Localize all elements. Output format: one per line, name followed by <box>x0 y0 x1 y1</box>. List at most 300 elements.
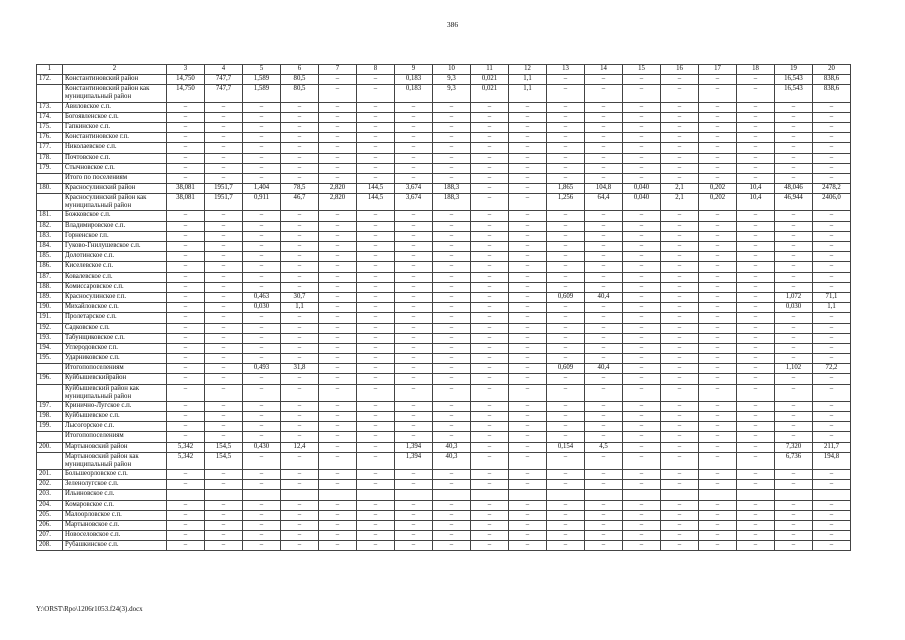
column-header: 6 <box>281 65 319 75</box>
cell-value: – <box>737 480 775 490</box>
cell-value: – <box>547 313 585 323</box>
row-name: Зеленолугское с.п. <box>63 480 167 490</box>
row-name: Красносулинский район <box>63 184 167 194</box>
cell-value: – <box>243 520 281 530</box>
cell-value: – <box>547 153 585 163</box>
row-name: Пролетарское с.п. <box>63 313 167 323</box>
cell-value: – <box>395 333 433 343</box>
cell-value: – <box>471 272 509 282</box>
cell-value: – <box>813 262 851 272</box>
cell-value: – <box>167 354 205 364</box>
cell-value: – <box>395 480 433 490</box>
cell-value: – <box>737 85 775 102</box>
cell-value: – <box>319 122 357 132</box>
cell-value: – <box>471 194 509 211</box>
cell-value: 16,543 <box>775 75 813 85</box>
cell-value: 1,1 <box>813 303 851 313</box>
cell-value: – <box>433 520 471 530</box>
cell-value: – <box>205 163 243 173</box>
cell-value: – <box>167 541 205 551</box>
cell-value: – <box>547 343 585 353</box>
cell-value: – <box>661 242 699 252</box>
cell-value: – <box>319 531 357 541</box>
cell-value: – <box>737 500 775 510</box>
cell-value: – <box>585 541 623 551</box>
cell-value: – <box>699 163 737 173</box>
cell-value: – <box>243 143 281 153</box>
cell-value: 0,154 <box>547 442 585 452</box>
cell-value <box>509 490 547 500</box>
cell-value: – <box>547 384 585 401</box>
table-row <box>37 432 851 442</box>
cell-value: – <box>813 282 851 292</box>
cell-value: – <box>357 520 395 530</box>
cell-value: – <box>585 143 623 153</box>
cell-value: – <box>699 422 737 432</box>
cell-value: – <box>699 452 737 469</box>
cell-value: – <box>205 500 243 510</box>
cell-value: – <box>547 520 585 530</box>
cell-value: – <box>205 303 243 313</box>
cell-value: 0,202 <box>699 184 737 194</box>
cell-value: – <box>243 282 281 292</box>
table-row <box>37 163 851 173</box>
cell-value: – <box>205 531 243 541</box>
cell-value: – <box>357 313 395 323</box>
cell-value: – <box>395 102 433 112</box>
row-name: Горненское г.п. <box>63 231 167 241</box>
cell-value: 30,7 <box>281 292 319 302</box>
cell-value: – <box>471 500 509 510</box>
row-number: 194. <box>37 343 63 353</box>
cell-value: – <box>357 221 395 231</box>
cell-value: – <box>775 221 813 231</box>
cell-value: – <box>433 282 471 292</box>
cell-value: – <box>509 364 547 374</box>
row-number: 191. <box>37 313 63 323</box>
cell-value: – <box>243 262 281 272</box>
row-number: 198. <box>37 412 63 422</box>
cell-value: – <box>547 422 585 432</box>
cell-value: – <box>281 422 319 432</box>
cell-value: – <box>623 480 661 490</box>
cell-value: – <box>243 242 281 252</box>
cell-value: – <box>395 384 433 401</box>
cell-value: – <box>699 531 737 541</box>
cell-value: – <box>357 163 395 173</box>
row-number: 176. <box>37 133 63 143</box>
cell-value: – <box>167 303 205 313</box>
cell-value: – <box>509 452 547 469</box>
cell-value: – <box>471 282 509 292</box>
cell-value: – <box>775 173 813 183</box>
cell-value: – <box>661 303 699 313</box>
cell-value: – <box>661 211 699 221</box>
row-name: Долотинское с.п. <box>63 252 167 262</box>
column-header: 20 <box>813 65 851 75</box>
cell-value: – <box>243 412 281 422</box>
table-row <box>37 531 851 541</box>
cell-value: – <box>547 112 585 122</box>
cell-value: – <box>357 133 395 143</box>
row-number: 203. <box>37 490 63 500</box>
cell-value: – <box>775 323 813 333</box>
cell-value: – <box>813 252 851 262</box>
cell-value: – <box>661 252 699 262</box>
cell-value: – <box>509 252 547 262</box>
cell-value: – <box>585 480 623 490</box>
cell-value: – <box>433 343 471 353</box>
cell-value: – <box>623 343 661 353</box>
cell-value: – <box>167 122 205 132</box>
cell-value: – <box>585 333 623 343</box>
cell-value: – <box>509 242 547 252</box>
cell-value: – <box>737 520 775 530</box>
cell-value: – <box>547 143 585 153</box>
row-name: Красносулинский район как муниципальный район <box>63 194 167 211</box>
cell-value: – <box>623 500 661 510</box>
cell-value <box>699 490 737 500</box>
cell-value: – <box>547 262 585 272</box>
row-number: 184. <box>37 242 63 252</box>
cell-value: – <box>699 500 737 510</box>
table-row <box>37 374 851 384</box>
cell-value: – <box>205 112 243 122</box>
cell-value: – <box>281 173 319 183</box>
row-name: Куйбышевское с.п. <box>63 412 167 422</box>
cell-value: – <box>661 143 699 153</box>
cell-value: – <box>319 242 357 252</box>
cell-value: 46,7 <box>281 194 319 211</box>
cell-value: – <box>737 272 775 282</box>
cell-value: – <box>357 333 395 343</box>
row-name: Михайловское с.п. <box>63 303 167 313</box>
cell-value: – <box>205 541 243 551</box>
cell-value: – <box>433 102 471 112</box>
cell-value: – <box>737 221 775 231</box>
cell-value: – <box>395 401 433 411</box>
cell-value: – <box>433 510 471 520</box>
cell-value: 5,342 <box>167 442 205 452</box>
cell-value: – <box>471 480 509 490</box>
cell-value: – <box>319 221 357 231</box>
cell-value: – <box>471 143 509 153</box>
cell-value: – <box>281 531 319 541</box>
cell-value: – <box>699 364 737 374</box>
cell-value: – <box>471 173 509 183</box>
cell-value: – <box>167 102 205 112</box>
cell-value: – <box>585 221 623 231</box>
cell-value: – <box>509 282 547 292</box>
cell-value: – <box>737 442 775 452</box>
row-number <box>37 85 63 102</box>
cell-value: 40,4 <box>585 292 623 302</box>
cell-value: – <box>547 531 585 541</box>
row-number: 174. <box>37 112 63 122</box>
cell-value: – <box>471 221 509 231</box>
cell-value: – <box>205 313 243 323</box>
table-row <box>37 292 851 302</box>
cell-value: – <box>205 364 243 374</box>
cell-value: – <box>737 133 775 143</box>
cell-value: – <box>623 231 661 241</box>
cell-value: – <box>509 412 547 422</box>
cell-value: – <box>471 323 509 333</box>
cell-value: – <box>661 323 699 333</box>
cell-value: – <box>357 354 395 364</box>
table-row <box>37 452 851 469</box>
cell-value: 38,081 <box>167 194 205 211</box>
cell-value: 46,944 <box>775 194 813 211</box>
cell-value: – <box>509 133 547 143</box>
table-row <box>37 75 851 85</box>
table-row <box>37 112 851 122</box>
cell-value: – <box>813 432 851 442</box>
cell-value: – <box>167 401 205 411</box>
cell-value: – <box>775 531 813 541</box>
cell-value: – <box>395 252 433 262</box>
cell-value: – <box>509 343 547 353</box>
cell-value: – <box>167 231 205 241</box>
cell-value: – <box>737 333 775 343</box>
table-row <box>37 500 851 510</box>
cell-value: – <box>205 422 243 432</box>
cell-value: – <box>433 292 471 302</box>
cell-value: 0,021 <box>471 75 509 85</box>
cell-value: 0,911 <box>243 194 281 211</box>
cell-value: – <box>623 442 661 452</box>
cell-value: – <box>471 211 509 221</box>
cell-value: – <box>357 292 395 302</box>
cell-value: – <box>205 374 243 384</box>
cell-value: – <box>205 432 243 442</box>
cell-value: 0,030 <box>243 303 281 313</box>
cell-value: – <box>585 374 623 384</box>
cell-value: – <box>509 500 547 510</box>
cell-value: – <box>775 480 813 490</box>
cell-value: – <box>357 323 395 333</box>
cell-value: – <box>775 102 813 112</box>
cell-value: – <box>699 231 737 241</box>
cell-value: – <box>281 412 319 422</box>
cell-value: – <box>737 374 775 384</box>
cell-value: – <box>357 412 395 422</box>
cell-value: 0,040 <box>623 194 661 211</box>
cell-value: – <box>547 75 585 85</box>
cell-value: – <box>509 292 547 302</box>
row-name: Малоорловское с.п. <box>63 510 167 520</box>
cell-value: – <box>395 122 433 132</box>
cell-value: – <box>357 510 395 520</box>
cell-value: – <box>319 231 357 241</box>
cell-value: – <box>813 374 851 384</box>
table-row <box>37 122 851 132</box>
cell-value: – <box>699 384 737 401</box>
table-row <box>37 221 851 231</box>
table-row <box>37 442 851 452</box>
cell-value <box>395 490 433 500</box>
cell-value: – <box>623 510 661 520</box>
cell-value: – <box>661 262 699 272</box>
cell-value: – <box>433 531 471 541</box>
cell-value: – <box>585 252 623 262</box>
row-name: Итого по поселениям <box>63 173 167 183</box>
cell-value: – <box>661 231 699 241</box>
cell-value: – <box>433 211 471 221</box>
cell-value: – <box>281 242 319 252</box>
cell-value: – <box>737 112 775 122</box>
row-number: 196. <box>37 374 63 384</box>
row-name: Рубашкинское с.п. <box>63 541 167 551</box>
row-name: Киселевское с.п. <box>63 262 167 272</box>
cell-value: – <box>471 184 509 194</box>
cell-value: – <box>319 510 357 520</box>
cell-value: – <box>547 102 585 112</box>
cell-value: – <box>395 313 433 323</box>
cell-value: – <box>661 531 699 541</box>
cell-value: – <box>357 531 395 541</box>
cell-value: – <box>357 112 395 122</box>
cell-value: – <box>357 262 395 272</box>
cell-value: – <box>395 520 433 530</box>
cell-value: – <box>319 303 357 313</box>
cell-value: – <box>585 500 623 510</box>
cell-value: – <box>281 541 319 551</box>
cell-value: – <box>471 442 509 452</box>
cell-value: 9,3 <box>433 75 471 85</box>
cell-value: – <box>471 384 509 401</box>
cell-value: – <box>509 211 547 221</box>
cell-value: – <box>319 173 357 183</box>
row-name: Комиссаровское с.п. <box>63 282 167 292</box>
cell-value: – <box>395 364 433 374</box>
cell-value: 1,589 <box>243 85 281 102</box>
cell-value: 838,6 <box>813 75 851 85</box>
cell-value: – <box>813 272 851 282</box>
cell-value: – <box>281 384 319 401</box>
cell-value: – <box>699 510 737 520</box>
cell-value: – <box>509 163 547 173</box>
cell-value: – <box>205 122 243 132</box>
cell-value: – <box>623 143 661 153</box>
cell-value: – <box>775 510 813 520</box>
cell-value: – <box>167 153 205 163</box>
cell-value: – <box>509 333 547 343</box>
cell-value: 104,8 <box>585 184 623 194</box>
table-row <box>37 401 851 411</box>
cell-value: – <box>205 143 243 153</box>
cell-value: – <box>547 242 585 252</box>
cell-value: 1,394 <box>395 442 433 452</box>
cell-value: 2,820 <box>319 184 357 194</box>
cell-value: – <box>623 85 661 102</box>
cell-value: – <box>357 374 395 384</box>
cell-value: – <box>775 384 813 401</box>
row-name: Константиновский район как муниципальный район <box>63 85 167 102</box>
cell-value: – <box>167 364 205 374</box>
cell-value: – <box>281 211 319 221</box>
cell-value: – <box>623 221 661 231</box>
cell-value: – <box>281 231 319 241</box>
cell-value: – <box>699 354 737 364</box>
cell-value: – <box>699 102 737 112</box>
cell-value <box>319 490 357 500</box>
cell-value: 2,1 <box>661 194 699 211</box>
cell-value: – <box>395 412 433 422</box>
cell-value: – <box>623 122 661 132</box>
cell-value: – <box>699 442 737 452</box>
cell-value: 3,674 <box>395 194 433 211</box>
row-number: 187. <box>37 272 63 282</box>
row-name: Константиновский район <box>63 75 167 85</box>
row-number: 200. <box>37 442 63 452</box>
cell-value: – <box>661 541 699 551</box>
cell-value: – <box>699 469 737 479</box>
cell-value: – <box>699 112 737 122</box>
cell-value: – <box>281 221 319 231</box>
cell-value: – <box>699 85 737 102</box>
cell-value: – <box>243 323 281 333</box>
cell-value: – <box>433 272 471 282</box>
data-table <box>36 64 851 551</box>
cell-value: – <box>205 102 243 112</box>
cell-value: – <box>585 452 623 469</box>
cell-value: – <box>623 323 661 333</box>
cell-value: – <box>813 102 851 112</box>
cell-value: – <box>357 252 395 262</box>
cell-value: – <box>281 282 319 292</box>
cell-value: – <box>585 432 623 442</box>
cell-value: – <box>205 480 243 490</box>
cell-value: – <box>775 401 813 411</box>
cell-value: – <box>433 412 471 422</box>
cell-value: – <box>433 333 471 343</box>
cell-value <box>167 490 205 500</box>
cell-value: – <box>243 313 281 323</box>
row-name: Мартыновский район как муниципальный район <box>63 452 167 469</box>
cell-value <box>243 490 281 500</box>
table-row <box>37 272 851 282</box>
cell-value: – <box>357 102 395 112</box>
cell-value: – <box>205 520 243 530</box>
cell-value: – <box>661 500 699 510</box>
cell-value: – <box>737 252 775 262</box>
cell-value: – <box>585 520 623 530</box>
cell-value: – <box>281 323 319 333</box>
cell-value: – <box>281 153 319 163</box>
row-name: Константиновское г.п. <box>63 133 167 143</box>
column-header: 12 <box>509 65 547 75</box>
cell-value: 80,5 <box>281 75 319 85</box>
cell-value: – <box>433 313 471 323</box>
cell-value: – <box>775 112 813 122</box>
cell-value: – <box>357 469 395 479</box>
cell-value: – <box>699 75 737 85</box>
column-header: 16 <box>661 65 699 75</box>
cell-value: – <box>775 143 813 153</box>
cell-value: 0,463 <box>243 292 281 302</box>
cell-value: – <box>509 323 547 333</box>
cell-value: – <box>281 480 319 490</box>
cell-value: – <box>357 85 395 102</box>
cell-value: – <box>737 313 775 323</box>
cell-value: – <box>433 323 471 333</box>
cell-value <box>433 490 471 500</box>
row-number: 192. <box>37 323 63 333</box>
cell-value: – <box>471 469 509 479</box>
cell-value: – <box>167 211 205 221</box>
cell-value: – <box>281 500 319 510</box>
